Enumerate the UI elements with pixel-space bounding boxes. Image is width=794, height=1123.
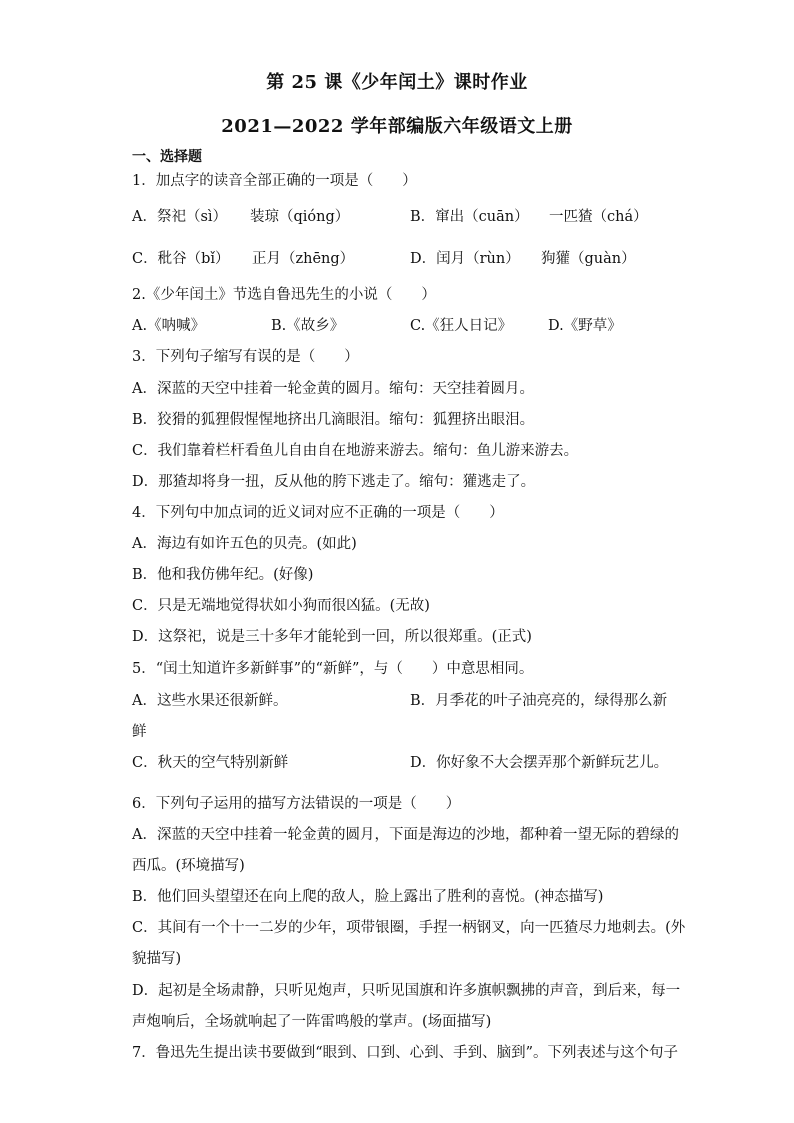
q3-option-a: A．深蓝的天空中挂着一轮金黄的圆月。缩句：天空挂着圆月。 bbox=[132, 381, 534, 397]
section-heading: 一、选择题 bbox=[132, 149, 202, 165]
q6-option-d-line1: D．起初是全场肃静，只听见炮声，只听见国旗和许多旗帜飘拂的声音，到后来，每一 bbox=[132, 983, 681, 999]
q1-option-c-part2: 正月（zhēng） bbox=[252, 251, 355, 267]
q4-option-d: D．这祭祀，说是三十多年才能轮到一回，所以很郑重。(正式) bbox=[132, 629, 532, 645]
q5-option-c: C．秋天的空气特别新鲜 bbox=[132, 755, 289, 771]
q6-option-c-line1: C．其间有一个十一二岁的少年，项带银圈，手捏一柄钢叉，向一匹猹尽力地刺去。(外 bbox=[132, 920, 686, 936]
q2-option-a: A.《呐喊》 bbox=[132, 318, 206, 334]
q6-option-c-line2: 貌描写) bbox=[132, 951, 182, 967]
q3-option-d: D．那猹却将身一扭，反从他的胯下逃走了。缩句：獾逃走了。 bbox=[132, 474, 536, 490]
q5-option-b-continuation: 鲜 bbox=[132, 724, 147, 740]
question-3-stem: 3．下列句子缩写有误的是（ ） bbox=[132, 349, 359, 365]
question-6-stem: 6．下列句子运用的描写方法错误的一项是（ ） bbox=[132, 796, 461, 812]
q2-option-d: D.《野草》 bbox=[548, 318, 622, 334]
q1-option-d-part2: 狗獾（guàn） bbox=[541, 251, 636, 267]
document-title: 第 25 课《少年闰土》课时作业 bbox=[266, 72, 528, 93]
question-4-stem: 4．下列句中加点词的近义词对应不正确的一项是（ ） bbox=[132, 505, 504, 521]
question-2-stem: 2.《少年闰土》节选自鲁迅先生的小说（ ） bbox=[132, 287, 436, 303]
q6-option-d-line2: 声炮响后，全场就响起了一阵雷鸣般的掌声。(场面描写) bbox=[132, 1014, 492, 1030]
q1-option-b-part1: B．窜出（cuān） bbox=[410, 209, 529, 225]
q4-option-b: B．他和我仿佛年纪。(好像) bbox=[132, 567, 314, 583]
q1-option-d-part1: D．闰月（rùn） bbox=[410, 251, 520, 267]
q1-option-a-part1: A．祭祀（sì） bbox=[132, 209, 228, 225]
q1-option-b-part2: 一匹猹（chá） bbox=[549, 209, 648, 225]
q4-option-a: A．海边有如许五色的贝壳。(如此) bbox=[132, 536, 357, 552]
question-7-stem: 7．鲁迅先生提出读书要做到“眼到、口到、心到、手到、脑到”。下列表述与这个句子 bbox=[132, 1045, 679, 1061]
q5-option-b: B．月季花的叶子油亮亮的，绿得那么新 bbox=[410, 693, 668, 709]
q2-option-b: B.《故乡》 bbox=[271, 318, 345, 334]
document-subtitle: 2021—2022 学年部编版六年级语文上册 bbox=[221, 116, 573, 137]
q5-option-d: D．你好象不大会摆弄那个新鲜玩艺儿。 bbox=[410, 755, 669, 771]
q6-option-b: B．他们回头望望还在向上爬的敌人，脸上露出了胜利的喜悦。(神态描写) bbox=[132, 889, 604, 905]
q2-option-c: C.《狂人日记》 bbox=[410, 318, 513, 334]
q1-option-a-part2: 装琼（qióng） bbox=[250, 209, 350, 225]
question-5-stem: 5．“闰土知道许多新鲜事”的“新鲜”，与（ ）中意思相同。 bbox=[132, 661, 534, 677]
q5-option-a: A．这些水果还很新鲜。 bbox=[132, 693, 288, 709]
question-1-stem: 1．加点字的读音全部正确的一项是（ ） bbox=[132, 173, 417, 189]
q6-option-a-line2: 西瓜。(环境描写) bbox=[132, 858, 245, 874]
q4-option-c: C．只是无端地觉得状如小狗而很凶猛。(无故) bbox=[132, 598, 430, 614]
q1-option-c-part1: C．秕谷（bǐ） bbox=[132, 251, 230, 267]
q3-option-c: C．我们靠着栏杆看鱼儿自由自在地游来游去。缩句：鱼儿游来游去。 bbox=[132, 443, 579, 459]
q6-option-a-line1: A．深蓝的天空中挂着一轮金黄的圆月，下面是海边的沙地，都种着一望无际的碧绿的 bbox=[132, 827, 679, 843]
q3-option-b: B．狡猾的狐狸假惺惺地挤出几滴眼泪。缩句：狐狸挤出眼泪。 bbox=[132, 412, 535, 428]
